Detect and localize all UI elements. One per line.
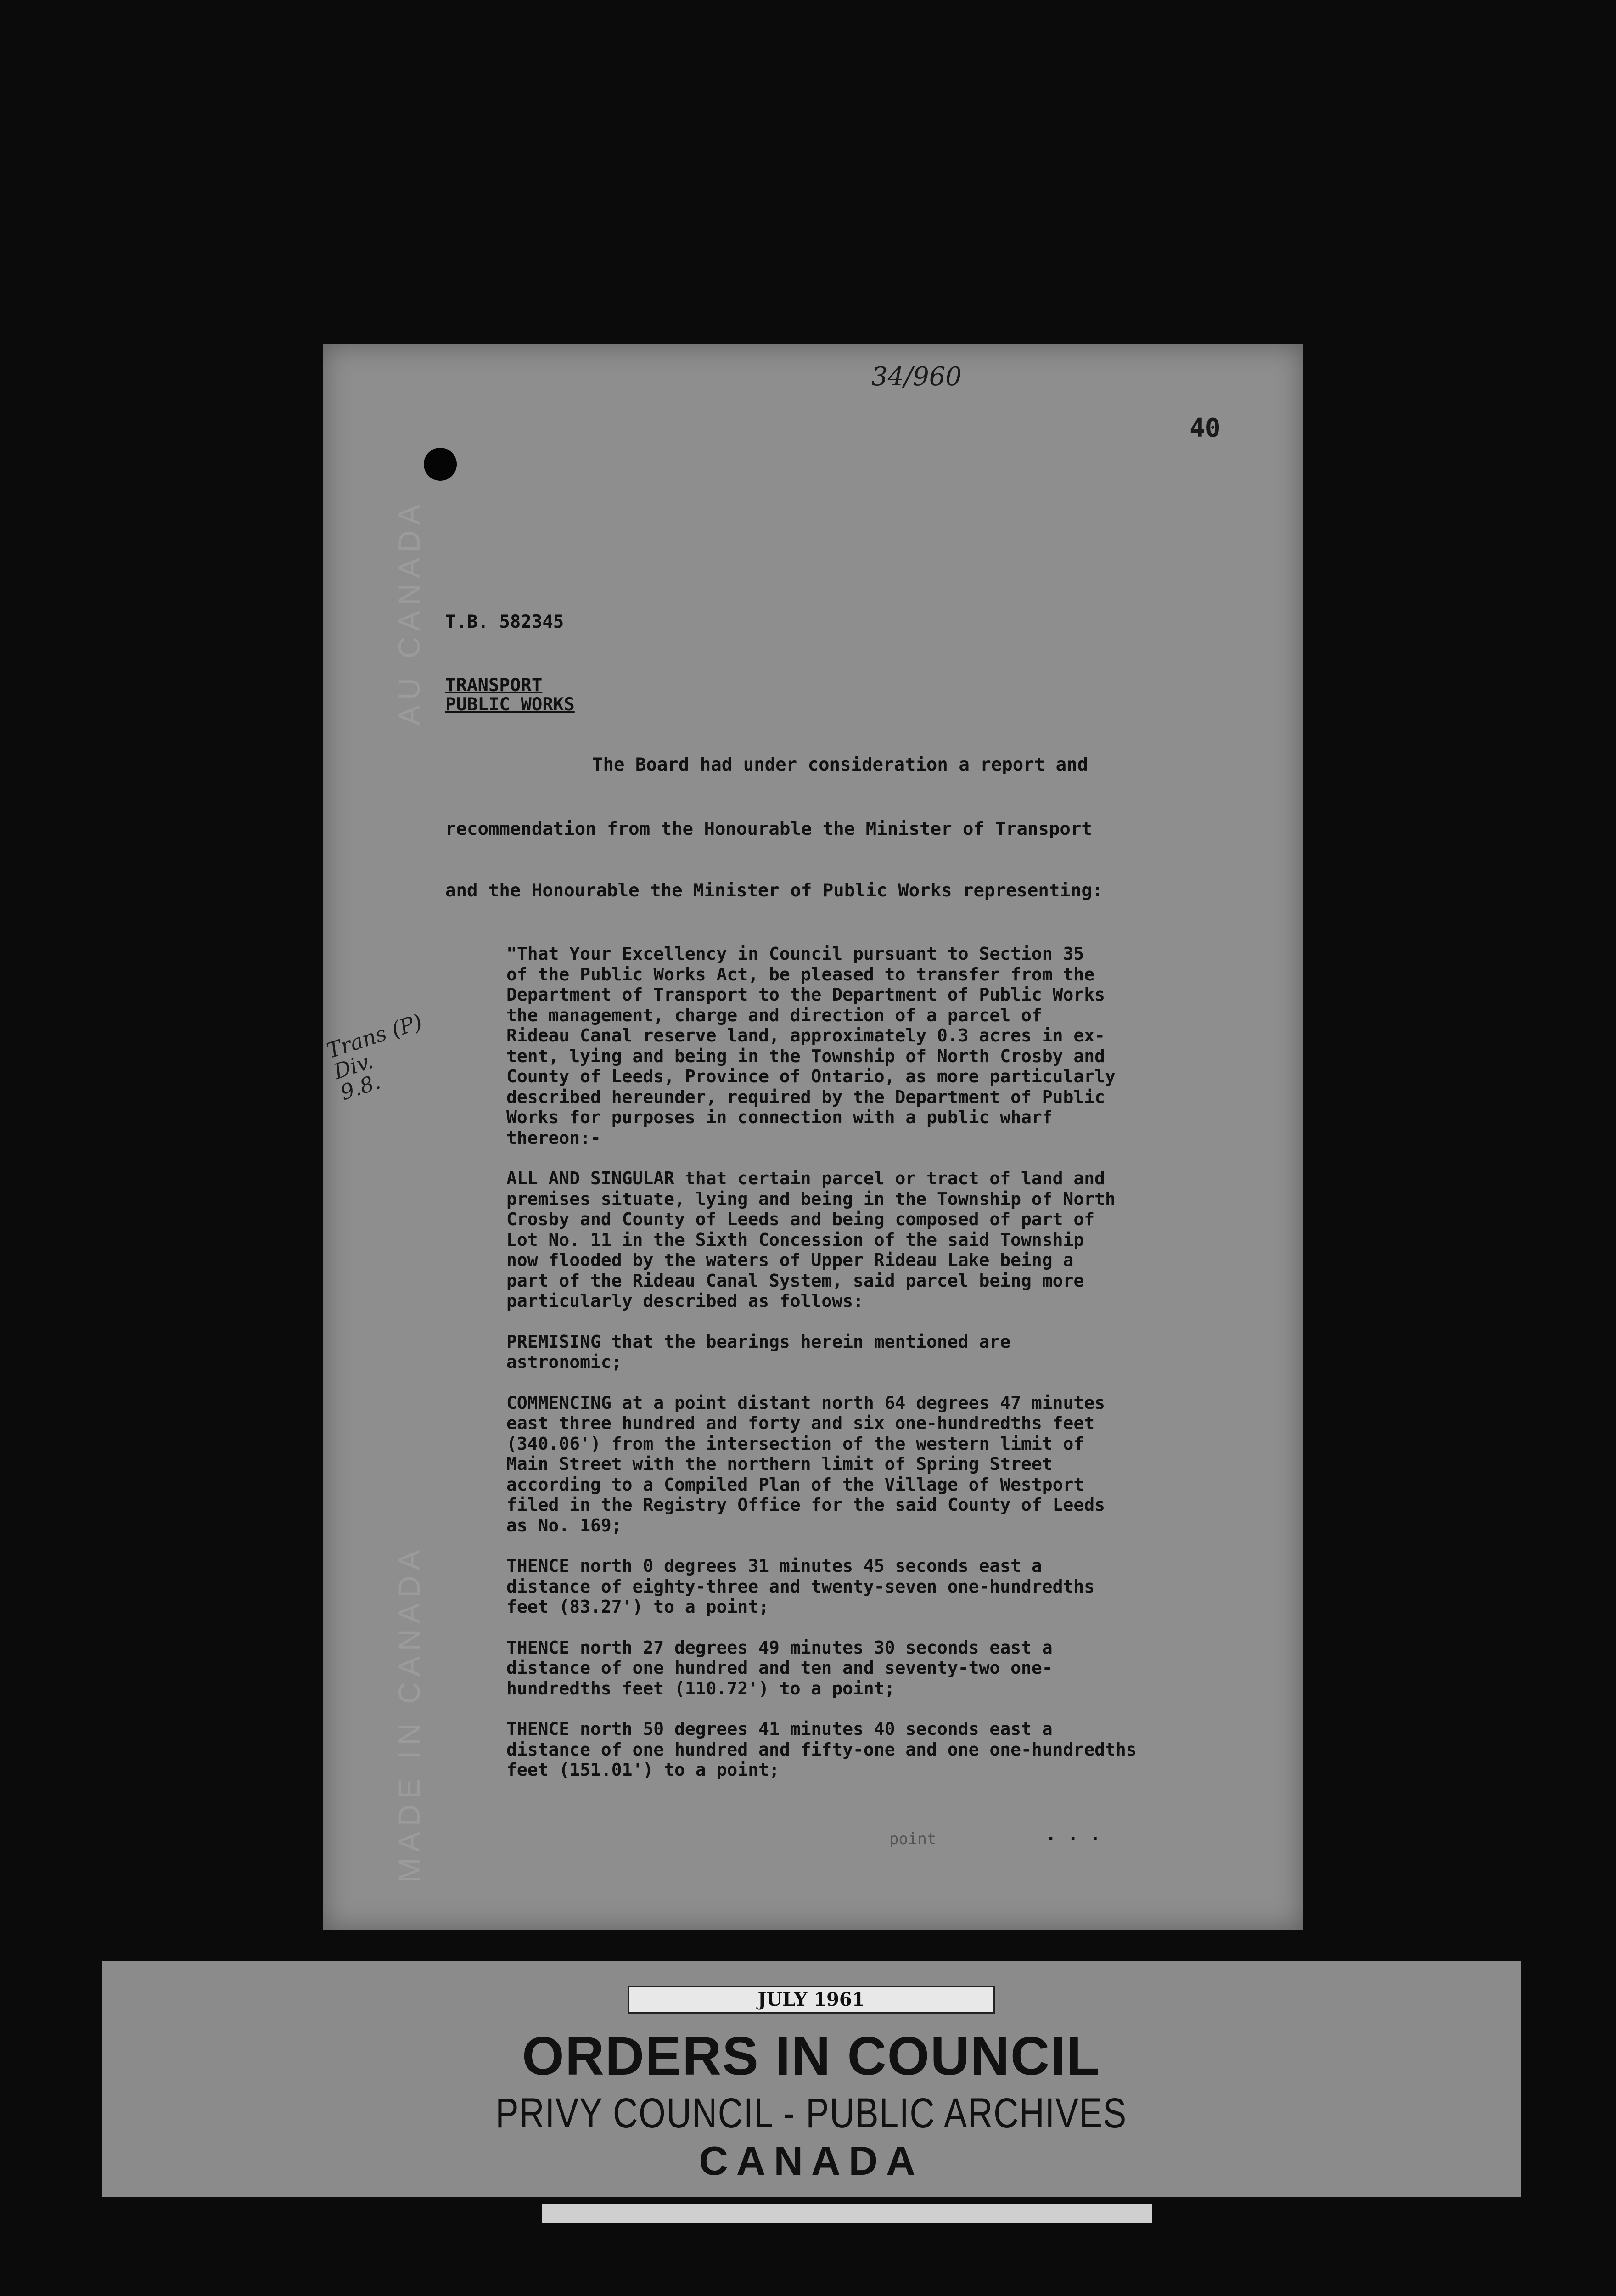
heading-transport: TRANSPORT: [445, 675, 543, 696]
watermark-bottom: MADE IN CANADA: [392, 1544, 426, 1883]
intro-line: The Board had under consideration a report and: [592, 754, 1089, 775]
punch-hole: [424, 448, 457, 481]
marginal-note: Trans (P) Div. 9.8.: [324, 1009, 426, 1105]
paragraph-recommendation: "That Your Excellency in Council pursuant to Section 35 of the Public Works Act, be pleased to transfer from the Department of Transport to the Department of Public Works the management, charge and direction of a parcel of Rideau Canal reserve land, approximately 0.3 acres in ex- tent, lying and being in the Township of North Crosby and County of Leeds, Province of Ontario, as more particularly described hereunder, required by the Department of Public Works for purposes in connection with a public wharf thereon:-: [506, 944, 1116, 1148]
page-number: 40: [1190, 413, 1221, 443]
intro-line: recommendation from the Honourable the Minister of Transport: [445, 819, 1092, 839]
tb-number: T.B. 582345: [445, 612, 564, 632]
banner-country: CANADA: [699, 2138, 924, 2183]
intro-line: and the Honourable the Minister of Public Works representing:: [445, 880, 1103, 901]
document-page: [323, 344, 1303, 1930]
handwritten-reference: 34/960: [871, 362, 962, 392]
date-label: JULY 1961: [628, 1986, 995, 2014]
banner-strip: [542, 2204, 1152, 2223]
paragraph-commencing: COMMENCING at a point distant north 64 degrees 47 minutes east three hundred and forty and six one-hundredths feet (340.06') from the intersection of the western limit of Main Street with the northern limit of Spring Street according to a Compiled Plan of the Village of Westport filed in the Registry Office for the said County of Leeds as No. 169;: [506, 1392, 1105, 1536]
paragraph-thence-2: THENCE north 27 degrees 49 minutes 30 seconds east a distance of one hundred and ten and seventy-two one- hundredths feet (110.72') to a point;: [506, 1637, 1053, 1699]
footer-dots: . . .: [1045, 1824, 1101, 1845]
paragraph-thence-3: THENCE north 50 degrees 41 minutes 40 seconds east a distance of one hundred and fifty-one and one one-hundredths feet (151.01') to a point;: [506, 1719, 1137, 1780]
banner-title: ORDERS IN COUNCIL: [522, 2026, 1100, 2087]
banner-subtitle: PRIVY COUNCIL - PUBLIC ARCHIVES: [495, 2090, 1127, 2137]
watermark-top: AU CANADA: [392, 499, 426, 726]
quoted-representation: [506, 944, 1241, 1801]
heading-public-works: PUBLIC WORKS: [445, 694, 575, 715]
archive-banner: [102, 1961, 1521, 2197]
footer-continuation: point: [889, 1830, 937, 1848]
paragraph-thence-1: THENCE north 0 degrees 31 minutes 45 seconds east a distance of eighty-three and twenty-seven one-hundredths feet (83.27') to a point;: [506, 1556, 1095, 1617]
paragraph-all-and-singular: ALL AND SINGULAR that certain parcel or tract of land and premises situate, lying and being in the Township of North Crosby and County of Leeds and being composed of part of Lot No. 11 in the Sixth Concession of the said Township now flooded by the waters of Upper Rideau Lake being a part of the Rideau Canal System, said parcel being more particularly described as follows:: [506, 1168, 1116, 1311]
paragraph-premising: PREMISING that the bearings herein mentioned are astronomic;: [506, 1331, 1011, 1372]
